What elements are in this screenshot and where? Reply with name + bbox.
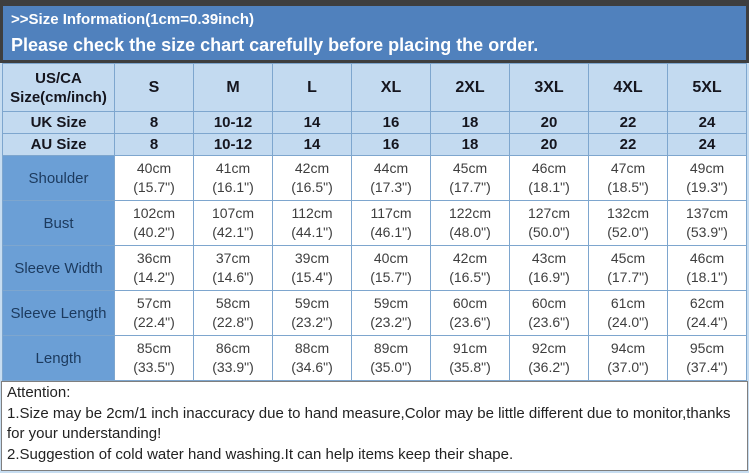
measurement-cm: 40cm (373, 250, 409, 266)
measurement-inch: (18.5") (607, 179, 649, 195)
measurement-row-label (3, 291, 115, 336)
measurement-value-cell (431, 201, 510, 246)
size-chart-table (2, 63, 747, 381)
measurement-label: Bust (43, 214, 74, 232)
measurement-value-cell (589, 246, 668, 291)
conversion-value: 14 (303, 114, 321, 131)
measurement-inch: (18.1") (528, 179, 570, 195)
attention-line-1: 1.Size may be 2cm/1 inch inaccuracy due to hand measure,Color may be little different due to monitor,thanks for your understanding! (7, 404, 731, 443)
measurement-row-label (3, 201, 115, 246)
measurement-row-label (3, 336, 115, 381)
size-label: 5XL (692, 78, 722, 96)
measurement-value-cell (431, 336, 510, 381)
measurement-cm: 42cm (294, 160, 330, 176)
conversion-value: 22 (619, 114, 637, 131)
conversion-value: 18 (461, 136, 479, 153)
measurement-value-cell (194, 246, 273, 291)
measurement-value-cell (589, 201, 668, 246)
conversion-value: 20 (540, 114, 558, 131)
measurement-cm: 46cm (689, 250, 725, 266)
measurement-cm: 95cm (689, 340, 725, 356)
measurement-inch: (15.7") (133, 179, 175, 195)
measurement-cm: 36cm (136, 250, 172, 266)
measurement-inch: (18.1") (686, 269, 728, 285)
measurement-value-cell (352, 291, 431, 336)
measurement-inch: (15.7") (370, 269, 412, 285)
measurement-cm: 57cm (136, 295, 172, 311)
conversion-value: 8 (149, 136, 159, 153)
conversion-value: 16 (382, 114, 400, 131)
conversion-value-cell (115, 112, 194, 134)
conversion-value: 24 (698, 136, 716, 153)
measurement-cm: 45cm (610, 250, 646, 266)
conversion-value: 18 (461, 114, 479, 131)
measurement-cm: 37cm (215, 250, 251, 266)
measurement-value-cell (510, 156, 589, 201)
measurement-inch: (37.0") (607, 359, 649, 375)
measurement-inch: (35.8") (449, 359, 491, 375)
size-column-header (115, 64, 194, 112)
measurement-cm: 58cm (215, 295, 251, 311)
measurement-inch: (44.1") (291, 224, 333, 240)
measurement-value-cell (668, 246, 747, 291)
measurement-value-cell (115, 291, 194, 336)
measurement-inch: (53.9") (686, 224, 728, 240)
measurement-cm: 60cm (452, 295, 488, 311)
corner-line1: US/CA (35, 69, 82, 87)
conversion-value: 10-12 (213, 136, 253, 153)
conversion-value: 10-12 (213, 114, 253, 131)
conversion-value-cell (194, 134, 273, 156)
table-row-measurement (3, 336, 747, 381)
measurement-cm: 40cm (136, 160, 172, 176)
measurement-value-cell (668, 291, 747, 336)
table-row-size-headers (3, 64, 747, 112)
size-column-header (668, 64, 747, 112)
measurement-label: Length (35, 349, 82, 367)
measurement-inch: (23.2") (370, 314, 412, 330)
measurement-inch: (19.3") (686, 179, 728, 195)
measurement-value-cell (589, 291, 668, 336)
table-row-measurement (3, 291, 747, 336)
conversion-value-cell (273, 112, 352, 134)
measurement-label: Shoulder (28, 169, 89, 187)
conversion-label: UK Size (30, 114, 87, 131)
measurement-cm: 43cm (531, 250, 567, 266)
conversion-value-cell (431, 134, 510, 156)
measurement-cm: 59cm (373, 295, 409, 311)
measurement-inch: (17.3") (370, 179, 412, 195)
corner-header-cell (3, 64, 115, 112)
measurement-inch: (23.6") (449, 314, 491, 330)
measurement-cm: 47cm (610, 160, 646, 176)
measurement-value-cell (589, 156, 668, 201)
measurement-value-cell (510, 291, 589, 336)
measurement-inch: (16.5") (449, 269, 491, 285)
measurement-cm: 117cm (370, 205, 412, 221)
measurement-inch: (37.4") (686, 359, 728, 375)
measurement-cm: 62cm (689, 295, 725, 311)
attention-note (1, 381, 748, 471)
measurement-value-cell (194, 291, 273, 336)
conversion-value-cell (115, 134, 194, 156)
measurement-inch: (14.6") (212, 269, 254, 285)
table-row-conversion (3, 134, 747, 156)
measurement-inch: (15.4") (291, 269, 333, 285)
measurement-cm: 59cm (294, 295, 330, 311)
measurement-value-cell (115, 336, 194, 381)
measurement-inch: (16.5") (291, 179, 333, 195)
conversion-value-cell (352, 112, 431, 134)
measurement-cm: 89cm (373, 340, 409, 356)
conversion-label: AU Size (30, 136, 87, 153)
measurement-inch: (46.1") (370, 224, 412, 240)
measurement-cm: 94cm (610, 340, 646, 356)
measurement-value-cell (589, 336, 668, 381)
size-label: 4XL (613, 78, 643, 96)
size-column-header (510, 64, 589, 112)
measurement-inch: (42.1") (212, 224, 254, 240)
conversion-value: 20 (540, 136, 558, 153)
size-column-header (273, 64, 352, 112)
measurement-value-cell (273, 156, 352, 201)
measurement-value-cell (668, 336, 747, 381)
measurement-inch: (16.1") (212, 179, 254, 195)
measurement-inch: (33.9") (212, 359, 254, 375)
measurement-cm: 42cm (452, 250, 488, 266)
measurement-inch: (23.6") (528, 314, 570, 330)
conversion-value-cell (352, 134, 431, 156)
size-label: M (226, 78, 240, 96)
measurement-value-cell (668, 201, 747, 246)
corner-line2: Size(cm/inch) (10, 88, 107, 106)
table-row-conversion (3, 112, 747, 134)
conversion-value-cell (273, 134, 352, 156)
conversion-value: 16 (382, 136, 400, 153)
measurement-inch: (16.9") (528, 269, 570, 285)
measurement-cm: 61cm (610, 295, 646, 311)
size-label: 3XL (534, 78, 564, 96)
measurement-row-label (3, 246, 115, 291)
measurement-cm: 39cm (294, 250, 330, 266)
table-row-measurement (3, 156, 747, 201)
measurement-value-cell (352, 336, 431, 381)
measurement-cm: 49cm (689, 160, 725, 176)
conversion-value: 24 (698, 114, 716, 131)
size-column-header (589, 64, 668, 112)
measurement-cm: 102cm (132, 205, 176, 221)
measurement-value-cell (352, 246, 431, 291)
size-column-header (352, 64, 431, 112)
measurement-value-cell (194, 336, 273, 381)
measurement-inch: (36.2") (528, 359, 570, 375)
attention-heading: Attention: (7, 384, 71, 401)
measurement-cm: 88cm (294, 340, 330, 356)
measurement-inch: (33.5") (133, 359, 175, 375)
measurement-cm: 132cm (606, 205, 650, 221)
attention-line-2: 2.Suggestion of cold water hand washing.It can help items keep their shape. (7, 446, 514, 464)
measurement-label: Sleeve Length (10, 304, 107, 322)
measurement-cm: 127cm (527, 205, 571, 221)
conversion-value-cell (589, 134, 668, 156)
size-label: L (307, 78, 317, 96)
measurement-value-cell (431, 291, 510, 336)
measurement-cm: 112cm (291, 205, 333, 221)
conversion-value: 8 (149, 114, 159, 131)
conversion-value-cell (431, 112, 510, 134)
measurement-cm: 107cm (211, 205, 255, 221)
size-info-banner (0, 0, 749, 63)
measurement-value-cell (115, 156, 194, 201)
measurement-value-cell (510, 336, 589, 381)
measurement-label: Sleeve Width (14, 259, 103, 277)
conversion-value: 14 (303, 136, 321, 153)
size-column-header (431, 64, 510, 112)
measurement-value-cell (194, 156, 273, 201)
conversion-value-cell (668, 112, 747, 134)
size-label: XL (380, 78, 402, 96)
measurement-inch: (40.2") (133, 224, 175, 240)
measurement-cm: 44cm (373, 160, 409, 176)
measurement-inch: (22.8") (212, 314, 254, 330)
measurement-row-label (3, 156, 115, 201)
measurement-inch: (24.0") (607, 314, 649, 330)
conversion-row-label (3, 134, 115, 156)
measurement-value-cell (115, 201, 194, 246)
measurement-value-cell (668, 156, 747, 201)
measurement-cm: 46cm (531, 160, 567, 176)
measurement-inch: (35.0") (370, 359, 412, 375)
size-label: 2XL (455, 78, 485, 96)
measurement-value-cell (431, 156, 510, 201)
conversion-value-cell (194, 112, 273, 134)
measurement-cm: 45cm (452, 160, 488, 176)
measurement-cm: 137cm (685, 205, 729, 221)
size-column-header (194, 64, 273, 112)
conversion-value-cell (510, 112, 589, 134)
measurement-inch: (34.6") (291, 359, 333, 375)
measurement-value-cell (273, 246, 352, 291)
measurement-value-cell (510, 201, 589, 246)
measurement-cm: 60cm (531, 295, 567, 311)
measurement-cm: 92cm (531, 340, 567, 356)
measurement-value-cell (431, 246, 510, 291)
measurement-inch: (17.7") (449, 179, 491, 195)
measurement-value-cell (115, 246, 194, 291)
measurement-value-cell (352, 201, 431, 246)
banner-subtitle: Please check the size chart carefully before placing the order. (11, 35, 539, 55)
conversion-row-label (3, 112, 115, 134)
measurement-inch: (17.7") (607, 269, 649, 285)
table-row-measurement (3, 201, 747, 246)
measurement-value-cell (273, 201, 352, 246)
measurement-inch: (48.0") (449, 224, 491, 240)
measurement-value-cell (273, 336, 352, 381)
measurement-cm: 41cm (215, 160, 251, 176)
measurement-inch: (50.0") (528, 224, 570, 240)
measurement-value-cell (352, 156, 431, 201)
measurement-inch: (23.2") (291, 314, 333, 330)
measurement-inch: (14.2") (133, 269, 175, 285)
measurement-value-cell (273, 291, 352, 336)
measurement-inch: (24.4") (686, 314, 728, 330)
measurement-value-cell (510, 246, 589, 291)
measurement-cm: 122cm (448, 205, 492, 221)
measurement-cm: 86cm (215, 340, 251, 356)
conversion-value-cell (589, 112, 668, 134)
conversion-value-cell (510, 134, 589, 156)
measurement-cm: 91cm (452, 340, 488, 356)
measurement-inch: (22.4") (133, 314, 175, 330)
measurement-value-cell (194, 201, 273, 246)
conversion-value: 22 (619, 136, 637, 153)
banner-title: >>Size Information(1cm=0.39inch) (11, 11, 254, 28)
measurement-inch: (52.0") (607, 224, 649, 240)
conversion-value-cell (668, 134, 747, 156)
size-label: S (148, 78, 160, 96)
measurement-cm: 85cm (136, 340, 172, 356)
table-row-measurement (3, 246, 747, 291)
